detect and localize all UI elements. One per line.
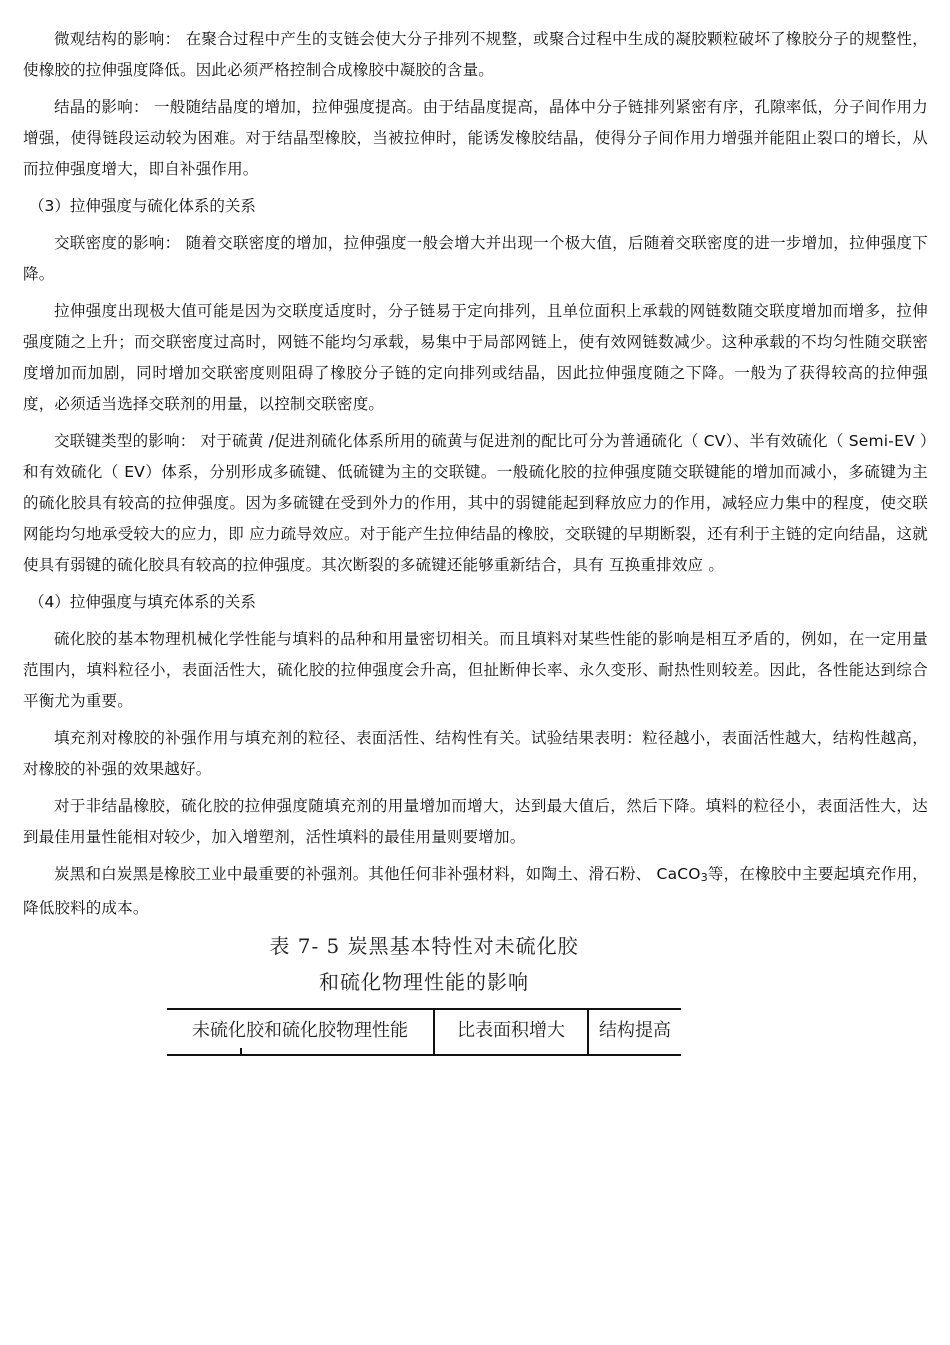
- paragraph: 拉伸强度出现极大值可能是因为交联度适度时，分子链易于定向排列，且单位面积上承载的网链数随交联度增加而增多，拉伸强度随之上升；而交联密度过高时，网链不能均匀承载，易集中于局部网链上，使有效网链数减少。这种承载的不均匀性随交联密度增加而加剧，同时增加交联密度则阻碍了橡胶分子链的定向排列或结晶，因此拉伸强度随之下降。一般为了获得较高的拉伸强度，必须适当选择交联剂的用量，以控制交联密度。: [23, 302, 928, 413]
- text-segment: 炭黑和白炭黑是橡胶工业中最重要的补强剂。其他任何非补强材料，如陶土、滑石粉、 CaCO: [54, 865, 701, 883]
- table-header-cell: 比表面积增大: [434, 1009, 588, 1048]
- table-figure: [167, 928, 681, 1056]
- table-cell: [588, 1048, 681, 1055]
- properties-table: [167, 1008, 681, 1056]
- table-title: [167, 928, 681, 1000]
- text-segment: 等，在橡胶中主要起填充作用，降低胶料的成本。: [23, 865, 929, 917]
- paragraph: 微观结构的影响： 在聚合过程中产生的支链会使大分子排列不规整，或聚合过程中生成的凝胶颗粒破坏了橡胶分子的规整性，使橡胶的拉伸强度降低。因此必须严格控制合成橡胶中凝胶的含量。: [23, 30, 928, 79]
- paragraph: 结晶的影响： 一般随结晶度的增加，拉伸强度提高。由于结晶度提高，晶体中分子链排列紧密有序，孔隙率低，分子间作用力增强，使得链段运动较为困难。对于结晶型橡胶，当被拉伸时，能诱发橡胶结晶，使得分子间作用力增强并能阻止裂口的增长，从而拉伸强度增大，即自补强作用。: [23, 98, 928, 178]
- paragraph: 交联键类型的影响： 对于硫黄 /促进剂硫化体系所用的硫黄与促进剂的配比可分为普通硫化（ CV）、半有效硫化（ Semi-EV ）和有效硫化（ EV）体系，分别形成多硫键、低硫键为主的交联键。一般硫化胶的拉伸强度随交联键能的增加而减小，多硫键为主的硫化胶具有较高的拉伸强度。因为多硫键在受到外力的作用，其中的弱键能起到释放应力的作用，减轻应力集中的程度，使交联网能均匀地承受较大的应力，即 应力疏导效应。对于能产生拉伸结晶的橡胶，交联键的早期断裂，还有利于主链的定向结晶，这就使具有弱键的硫化胶具有较高的拉伸强度。其次断裂的多硫键还能够重新结合，具有 互换重排效应 。: [23, 432, 928, 574]
- table-header-row: [167, 1009, 681, 1048]
- document-body: [23, 24, 928, 930]
- paragraph: 交联密度的影响： 随着交联密度的增加，拉伸强度一般会增大并出现一个极大值，后随着交联密度的进一步增加，拉伸强度下降。: [23, 234, 928, 283]
- paragraph-filler-materials: [23, 859, 928, 924]
- section-heading: （3）拉伸强度与硫化体系的关系: [29, 197, 256, 215]
- table-header-cell: 结构提高: [599, 1020, 671, 1041]
- subscript: 3: [700, 871, 708, 884]
- paragraph: 对于非结晶橡胶，硫化胶的拉伸强度随填充剂的用量增加而增大，达到最大值后，然后下降。填料的粒径小，表面活性大，达到最佳用量性能相对较少，加入增塑剂，活性填料的最佳用量则要增加。: [23, 797, 928, 846]
- table-header-cell: 未硫化胶和硫化胶物理性能: [167, 1009, 434, 1048]
- table-cell: [167, 1048, 434, 1055]
- table-title-line-2: 和硫化物理性能的影响: [319, 970, 529, 994]
- paragraph: 硫化胶的基本物理机械化学性能与填料的品种和用量密切相关。而且填料对某些性能的影响是相互矛盾的，例如，在一定用量范围内，填料粒径小，表面活性大，硫化胶的拉伸强度会升高，但扯断伸长率、永久变形、耐热性则较差。因此，各性能达到综合平衡尤为重要。: [23, 630, 928, 710]
- table-title-line-1: 表 7- 5 炭黑基本特性对未硫化胶: [269, 934, 579, 958]
- paragraph: 填充剂对橡胶的补强作用与填充剂的粒径、表面活性、结构性有关。试验结果表明：粒径越小，表面活性越大，结构性越高，对橡胶的补强的效果越好。: [23, 729, 928, 778]
- table-cell: [434, 1048, 588, 1055]
- table-row: [167, 1048, 681, 1055]
- section-heading: （4）拉伸强度与填充体系的关系: [29, 593, 256, 611]
